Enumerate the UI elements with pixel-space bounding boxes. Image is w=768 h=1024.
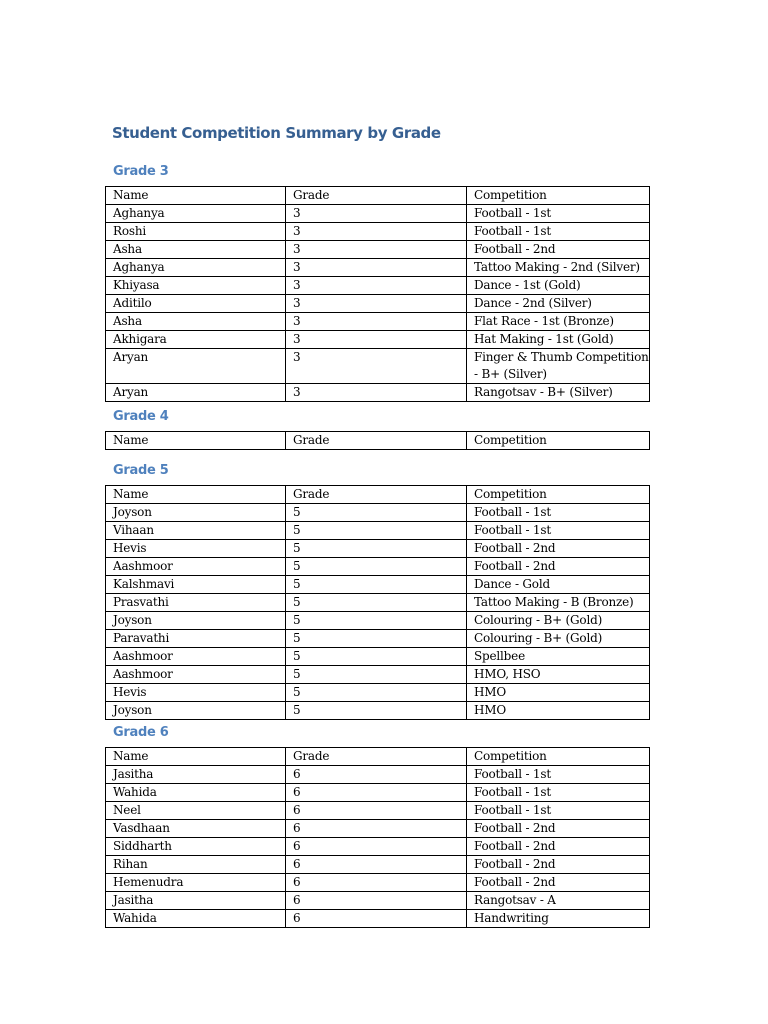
column-header-competition: Competition [467, 748, 650, 766]
table-row [106, 630, 650, 648]
competition-cell: Spellbee [467, 648, 650, 666]
competition-cell: Football - 2nd [467, 838, 650, 856]
name-cell: Khiyasa [106, 277, 286, 295]
name-cell: Paravathi [106, 630, 286, 648]
competition-cell: Football - 2nd [467, 874, 650, 892]
grade-cell: 3 [286, 384, 467, 402]
name-cell: Wahida [106, 910, 286, 928]
name-cell: Prasvathi [106, 594, 286, 612]
table-row [106, 910, 650, 928]
competition-cell: Tattoo Making - B (Bronze) [467, 594, 650, 612]
grade-4-section [105, 408, 649, 450]
document-title: Student Competition Summary by Grade [112, 124, 441, 142]
table-row [106, 349, 650, 384]
competition-cell: Rangotsav - A [467, 892, 650, 910]
competition-cell: Football - 1st [467, 504, 650, 522]
table-row [106, 766, 650, 784]
competition-cell: Colouring - B+ (Gold) [467, 630, 650, 648]
name-cell: Aghanya [106, 259, 286, 277]
table-row [106, 612, 650, 630]
grade-cell: 3 [286, 205, 467, 223]
grade-cell: 3 [286, 241, 467, 259]
table-row [106, 702, 650, 720]
grade-heading: Grade 5 [113, 463, 169, 478]
grade-heading: Grade 6 [113, 725, 169, 740]
table-row [106, 540, 650, 558]
name-cell: Vihaan [106, 522, 286, 540]
competition-cell: Finger & Thumb Competition - B+ (Silver) [467, 349, 650, 384]
column-header-name: Name [106, 748, 286, 766]
grade-cell: 6 [286, 802, 467, 820]
grade-cell: 5 [286, 630, 467, 648]
grade-cell: 3 [286, 349, 467, 384]
grade-cell: 5 [286, 702, 467, 720]
competition-cell: Rangotsav - B+ (Silver) [467, 384, 650, 402]
table-header-row [106, 486, 650, 504]
competition-cell: Flat Race - 1st (Bronze) [467, 313, 650, 331]
name-cell: Vasdhaan [106, 820, 286, 838]
table-row [106, 802, 650, 820]
name-cell: Siddharth [106, 838, 286, 856]
table-row [106, 784, 650, 802]
column-header-name: Name [106, 486, 286, 504]
grade-3-section [105, 163, 649, 402]
table-row [106, 277, 650, 295]
grade-cell: 5 [286, 540, 467, 558]
competition-cell: Football - 1st [467, 205, 650, 223]
name-cell: Aditilo [106, 295, 286, 313]
competition-cell: Dance - 1st (Gold) [467, 277, 650, 295]
column-header-grade: Grade [286, 486, 467, 504]
grade-cell: 5 [286, 522, 467, 540]
grade-cell: 6 [286, 784, 467, 802]
table-row [106, 522, 650, 540]
column-header-name: Name [106, 187, 286, 205]
table-row [106, 594, 650, 612]
grade-5-section [105, 462, 649, 720]
table-row [106, 820, 650, 838]
name-cell: Akhigara [106, 331, 286, 349]
column-header-name: Name [106, 432, 286, 450]
name-cell: Aryan [106, 349, 286, 384]
competition-table [105, 186, 650, 402]
competition-cell: Football - 2nd [467, 241, 650, 259]
grade-heading: Grade 3 [113, 164, 169, 179]
competition-cell: Football - 2nd [467, 856, 650, 874]
name-cell: Aashmoor [106, 558, 286, 576]
table-row [106, 223, 650, 241]
column-header-grade: Grade [286, 748, 467, 766]
name-cell: Joyson [106, 612, 286, 630]
table-row [106, 874, 650, 892]
name-cell: Joyson [106, 702, 286, 720]
name-cell: Wahida [106, 784, 286, 802]
name-cell: Aashmoor [106, 666, 286, 684]
table-row [106, 241, 650, 259]
name-cell: Aghanya [106, 205, 286, 223]
name-cell: Rihan [106, 856, 286, 874]
grade-cell: 3 [286, 313, 467, 331]
grade-cell: 5 [286, 594, 467, 612]
competition-cell: HMO [467, 702, 650, 720]
competition-cell: Football - 1st [467, 223, 650, 241]
grade-cell: 3 [286, 295, 467, 313]
grade-cell: 6 [286, 892, 467, 910]
table-row [106, 331, 650, 349]
grade-cell: 5 [286, 666, 467, 684]
competition-cell: Dance - 2nd (Silver) [467, 295, 650, 313]
competition-cell: Handwriting [467, 910, 650, 928]
competition-cell: Football - 1st [467, 784, 650, 802]
name-cell: Asha [106, 313, 286, 331]
name-cell: Aryan [106, 384, 286, 402]
table-header-row [106, 432, 650, 450]
competition-cell: Tattoo Making - 2nd (Silver) [467, 259, 650, 277]
table-row [106, 504, 650, 522]
table-row [106, 892, 650, 910]
table-row [106, 684, 650, 702]
competition-table [105, 431, 650, 450]
table-header-row [106, 187, 650, 205]
competition-cell: Football - 1st [467, 522, 650, 540]
competition-cell: HMO [467, 684, 650, 702]
name-cell: Jasitha [106, 892, 286, 910]
grade-cell: 3 [286, 277, 467, 295]
grade-cell: 6 [286, 874, 467, 892]
grade-cell: 6 [286, 838, 467, 856]
name-cell: Kalshmavi [106, 576, 286, 594]
grade-cell: 6 [286, 856, 467, 874]
grade-6-section [105, 724, 649, 928]
table-row [106, 384, 650, 402]
grade-cell: 5 [286, 576, 467, 594]
column-header-competition: Competition [467, 486, 650, 504]
grade-heading: Grade 4 [113, 409, 169, 424]
table-row [106, 295, 650, 313]
name-cell: Aashmoor [106, 648, 286, 666]
table-row [106, 313, 650, 331]
table-row [106, 838, 650, 856]
competition-cell: Football - 1st [467, 802, 650, 820]
name-cell: Jasitha [106, 766, 286, 784]
grade-cell: 3 [286, 259, 467, 277]
grade-cell: 5 [286, 612, 467, 630]
name-cell: Joyson [106, 504, 286, 522]
column-header-grade: Grade [286, 187, 467, 205]
competition-table [105, 485, 650, 720]
table-row [106, 205, 650, 223]
competition-cell: HMO, HSO [467, 666, 650, 684]
table-row [106, 558, 650, 576]
name-cell: Roshi [106, 223, 286, 241]
name-cell: Neel [106, 802, 286, 820]
grade-cell: 5 [286, 684, 467, 702]
name-cell: Hevis [106, 684, 286, 702]
competition-table [105, 747, 650, 928]
grade-cell: 6 [286, 766, 467, 784]
table-row [106, 648, 650, 666]
table-row [106, 259, 650, 277]
table-row [106, 666, 650, 684]
competition-cell: Dance - Gold [467, 576, 650, 594]
column-header-competition: Competition [467, 187, 650, 205]
name-cell: Hevis [106, 540, 286, 558]
column-header-grade: Grade [286, 432, 467, 450]
table-row [106, 576, 650, 594]
grade-cell: 5 [286, 504, 467, 522]
competition-cell: Hat Making - 1st (Gold) [467, 331, 650, 349]
grade-cell: 3 [286, 223, 467, 241]
name-cell: Hemenudra [106, 874, 286, 892]
column-header-competition: Competition [467, 432, 650, 450]
name-cell: Asha [106, 241, 286, 259]
table-row [106, 856, 650, 874]
grade-cell: 6 [286, 910, 467, 928]
table-header-row [106, 748, 650, 766]
competition-cell: Football - 2nd [467, 820, 650, 838]
grade-cell: 3 [286, 331, 467, 349]
grade-cell: 5 [286, 558, 467, 576]
grade-cell: 5 [286, 648, 467, 666]
competition-cell: Football - 1st [467, 766, 650, 784]
competition-cell: Colouring - B+ (Gold) [467, 612, 650, 630]
competition-cell: Football - 2nd [467, 558, 650, 576]
competition-cell: Football - 2nd [467, 540, 650, 558]
grade-cell: 6 [286, 820, 467, 838]
